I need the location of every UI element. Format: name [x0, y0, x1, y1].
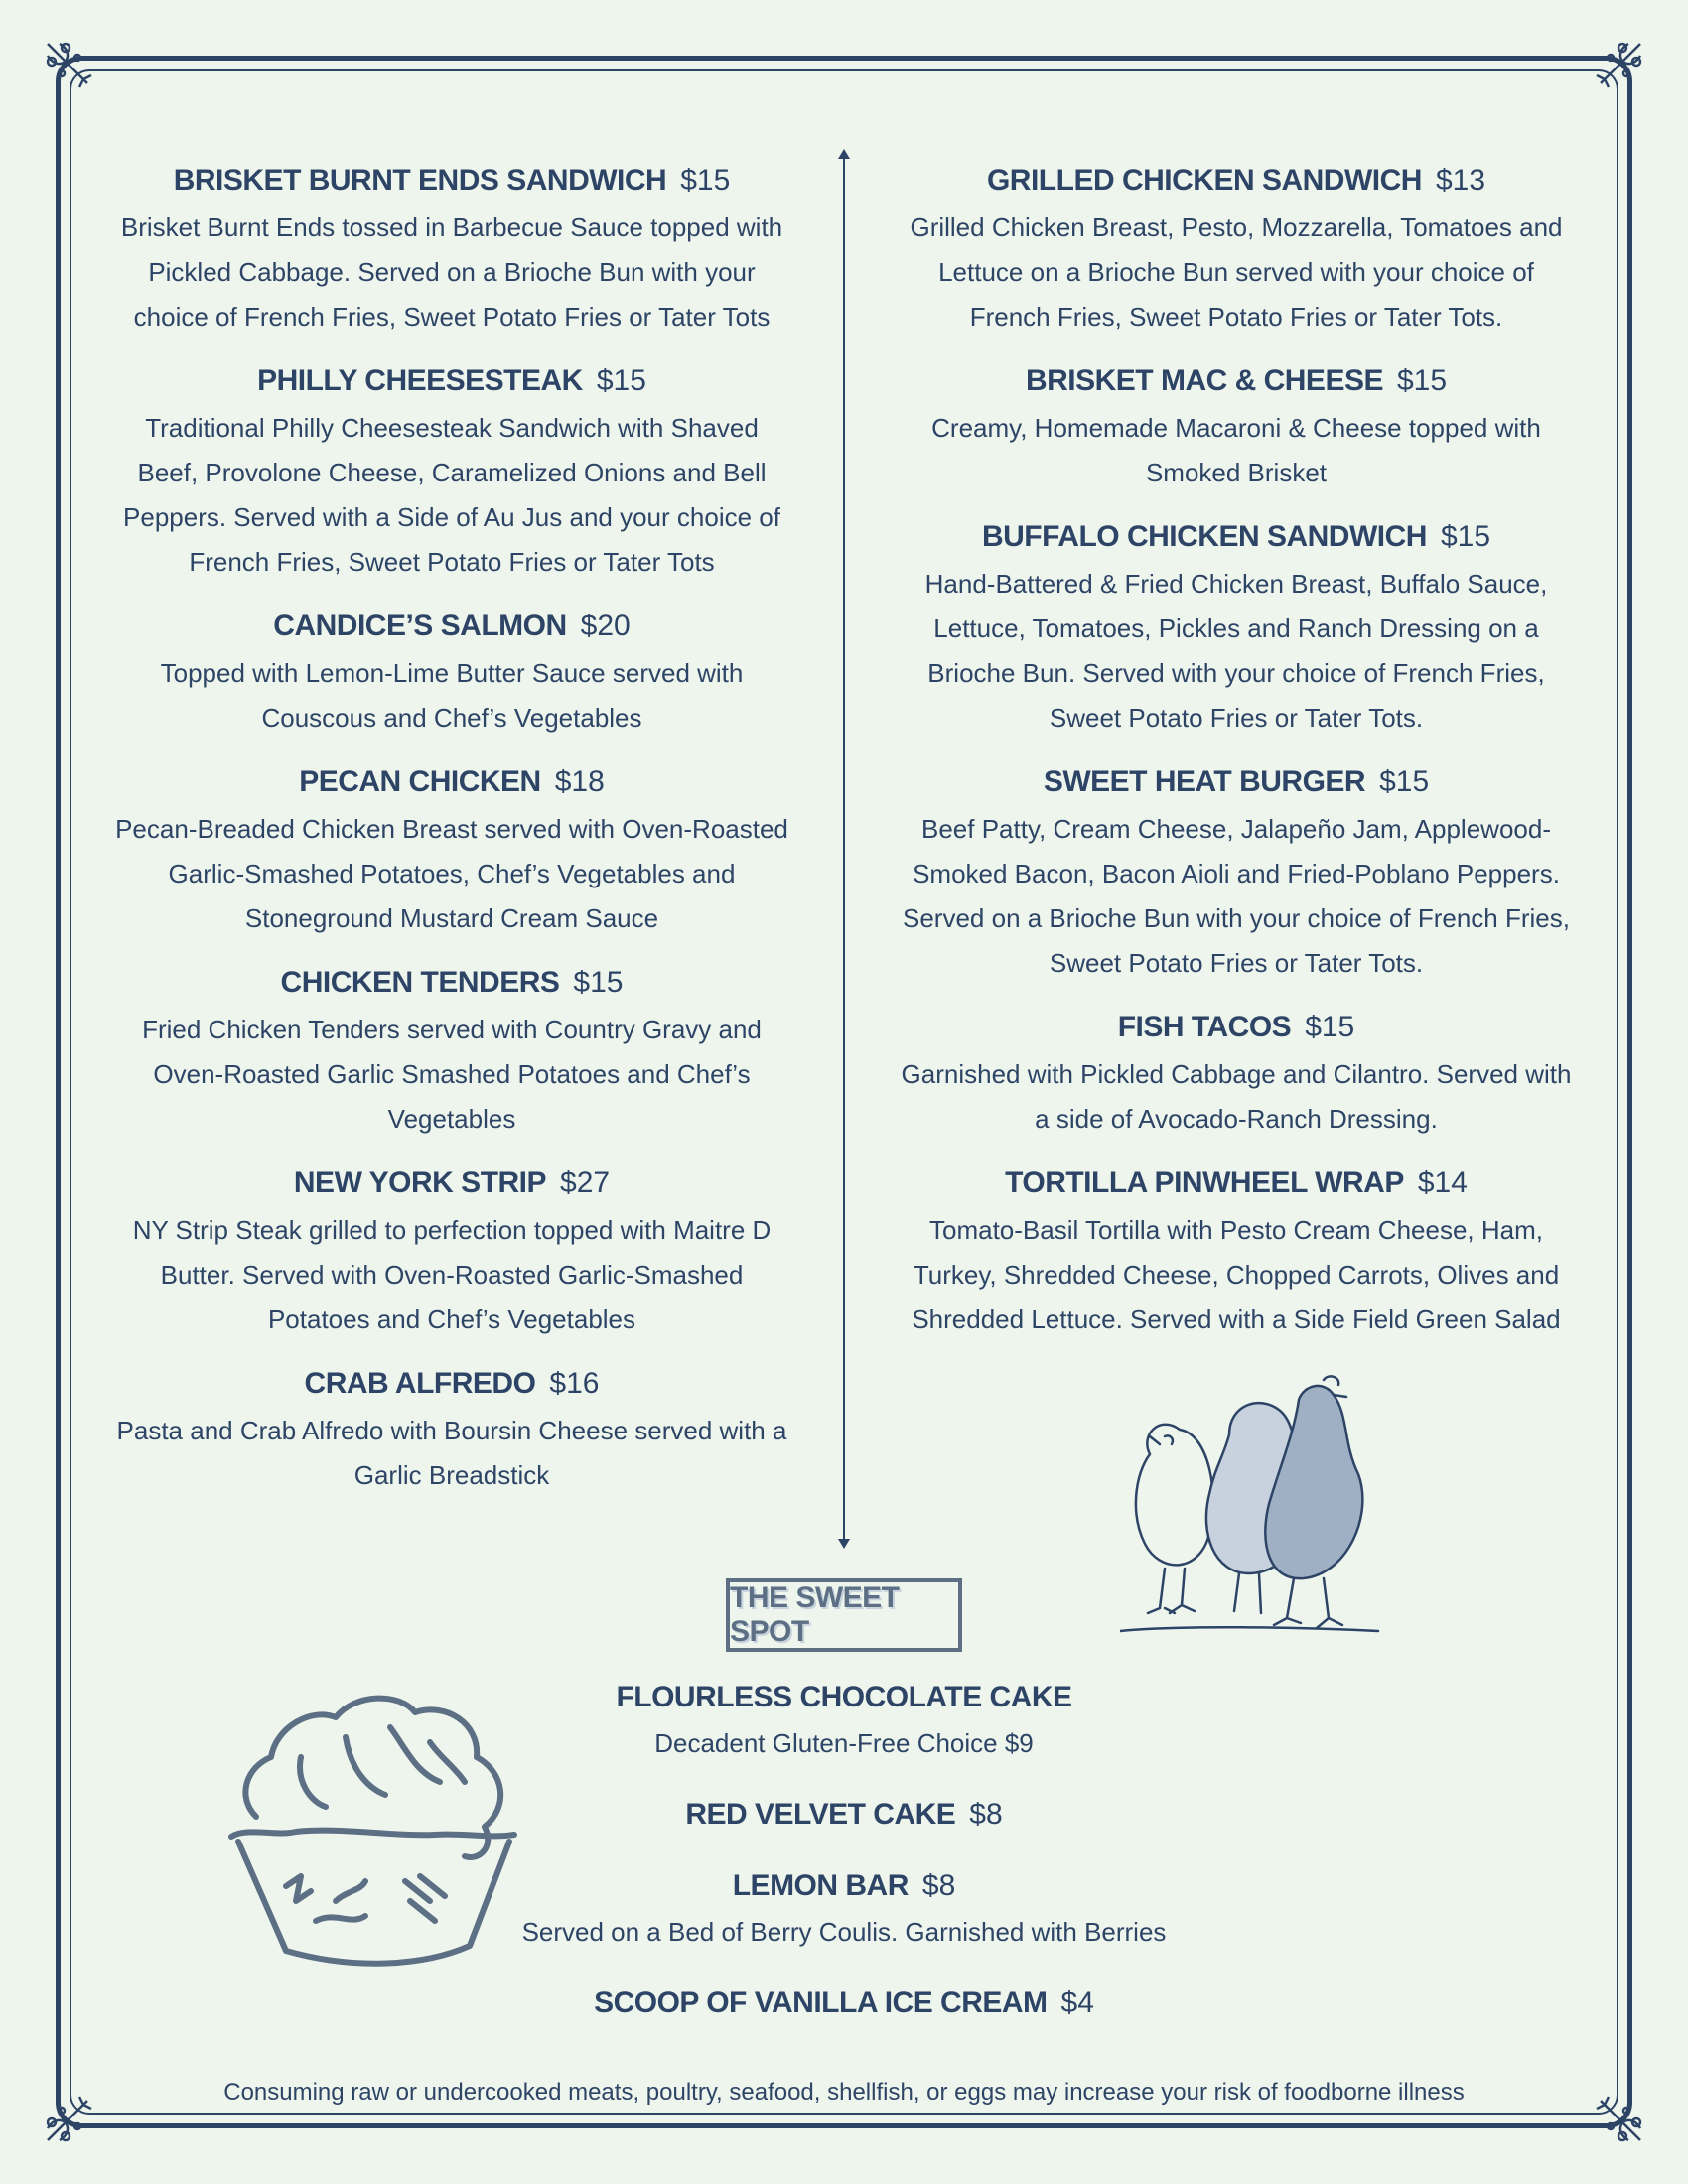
item-description: Brisket Burnt Ends tossed in Barbecue Sauce topped with Pickled Cabbage. Served on a Brioche Bun with your choice of French Fries, Sweet Potato Fries or Tater Tots [120, 212, 783, 332]
item-name: FLOURLESS CHOCOLATE CAKE [616, 1681, 1072, 1713]
item-price: $14 [1417, 1166, 1468, 1199]
item-description: NY Strip Steak grilled to perfection topped with Maitre D Butter. Served with Oven-Roasted Garlic-Smashed Potatoes and Chef’s Vegetables [132, 1215, 772, 1334]
item-name: PECAN CHICKEN [299, 765, 541, 798]
item-price: $15 [573, 966, 624, 999]
item-price: $8 [969, 1798, 1003, 1831]
item-name: GRILLED CHICKEN SANDWICH [986, 164, 1422, 197]
item-description: Beef Patty, Cream Cheese, Jalapeño Jam, Applewood-Smoked Bacon, Bacon Aioli and Fried-Poblano Peppers. Served on a Brioche Bun with your choice of French Fries, Sweet Potato Fries or Tater Tots. [903, 814, 1570, 978]
menu-item [894, 515, 1579, 741]
floral-corner-icon [40, 2089, 99, 2148]
item-name: LEMON BAR [732, 1869, 909, 1902]
item-name: RED VELVET CAKE [685, 1798, 956, 1831]
menu-item [109, 605, 794, 741]
cupcake-illustration [216, 1688, 544, 1976]
item-description: Served on a Bed of Berry Coulis. Garnished with Berries [521, 1917, 1167, 1947]
item-price: $15 [596, 364, 646, 397]
sweet-spot-heading [726, 1578, 962, 1652]
item-price: $15 [1305, 1011, 1355, 1043]
item-description: Grilled Chicken Breast, Pesto, Mozzarella, Tomatoes and Lettuce on a Brioche Bun served with your choice of French Fries, Sweet Potato Fries or Tater Tots. [910, 212, 1563, 332]
menu-item [894, 1161, 1579, 1342]
item-description: Pasta and Crab Alfredo with Boursin Cheese served with a Garlic Breadstick [116, 1416, 787, 1490]
item-description: Hand-Battered & Fried Chicken Breast, Buffalo Sauce, Lettuce, Tomatoes, Pickles and Ranch Dressing on a Brioche Bun. Served with your choice of French Fries, Sweet Potato Fries or Tater Tots. [924, 569, 1548, 733]
food-safety-disclaimer: Consuming raw or undercooked meats, poultry, seafood, shellfish, or eggs may increase your risk of foodborne illness [223, 2079, 1465, 2106]
item-price: $13 [1435, 164, 1486, 197]
menu-item [894, 760, 1579, 986]
item-name: NEW YORK STRIP [293, 1166, 547, 1199]
item-price: $15 [1440, 520, 1491, 553]
menu-column-left [109, 159, 794, 1518]
menu-item [894, 159, 1579, 340]
menu-item [109, 961, 794, 1142]
item-price: $15 [1396, 364, 1448, 397]
menu-column-right [894, 159, 1579, 1362]
item-name: PHILLY CHEESESTEAK [257, 364, 583, 397]
item-price: $20 [580, 610, 631, 642]
item-name: BUFFALO CHICKEN SANDWICH [981, 520, 1427, 553]
item-price: $16 [549, 1367, 600, 1400]
item-name: BRISKET MAC & CHEESE [1025, 364, 1383, 397]
menu-item [109, 359, 794, 585]
column-divider [843, 159, 845, 1539]
item-price: $4 [1060, 1986, 1094, 2019]
item-description: Garnished with Pickled Cabbage and Cilantro. Served with a side of Avocado-Ranch Dressing. [901, 1059, 1572, 1134]
item-price: $27 [560, 1166, 611, 1199]
item-name: BRISKET BURNT ENDS SANDWICH [173, 164, 667, 197]
menu-item [894, 359, 1579, 495]
sweet-spot-title: THE SWEET SPOT [730, 1581, 900, 1648]
menu-item [109, 159, 794, 340]
item-price: $18 [554, 765, 605, 798]
floral-corner-icon [40, 36, 99, 95]
menu-item [109, 1161, 794, 1342]
item-name: SWEET HEAT BURGER [1043, 765, 1366, 798]
floral-corner-icon [1589, 36, 1648, 95]
item-price: $8 [921, 1869, 956, 1902]
item-description: Fried Chicken Tenders served with Country Gravy and Oven-Roasted Garlic Smashed Potatoes and Chef’s Vegetables [142, 1015, 762, 1134]
menu-item [894, 1006, 1579, 1142]
floral-corner-icon [1589, 2089, 1648, 2148]
item-name: CANDICE’S SALMON [273, 610, 567, 642]
menu-item [109, 1362, 794, 1498]
item-price: $15 [1379, 765, 1430, 798]
item-description: Pecan-Breaded Chicken Breast served with Oven-Roasted Garlic-Smashed Potatoes, Chef’s Vegetables and Stoneground Mustard Cream Sauce [115, 814, 788, 933]
item-price: $15 [680, 164, 731, 197]
item-description: Traditional Philly Cheesesteak Sandwich with Shaved Beef, Provolone Cheese, Caramelized Onions and Bell Peppers. Served with a Side of Au Jus and your choice of French Fries, Sweet Potato Fries or Tater Tots [123, 413, 780, 577]
item-name: FISH TACOS [1117, 1011, 1292, 1043]
chickens-illustration [1120, 1375, 1398, 1643]
item-name: SCOOP OF VANILLA ICE CREAM [594, 1986, 1048, 2019]
menu-item [109, 760, 794, 941]
item-name: CRAB ALFREDO [304, 1367, 536, 1400]
item-description: Topped with Lemon-Lime Butter Sauce served with Couscous and Chef’s Vegetables [160, 658, 744, 733]
item-description: Creamy, Homemade Macaroni & Cheese topped with Smoked Brisket [931, 413, 1541, 487]
item-description: Decadent Gluten-Free Choice $9 [654, 1728, 1034, 1758]
dessert-item [397, 1981, 1291, 2025]
item-description: Tomato-Basil Tortilla with Pesto Cream Cheese, Ham, Turkey, Shredded Cheese, Chopped Carrots, Olives and Shredded Lettuce. Served with a Side Field Green Salad [912, 1215, 1561, 1334]
item-name: CHICKEN TENDERS [280, 966, 560, 999]
item-name: TORTILLA PINWHEEL WRAP [1005, 1166, 1404, 1199]
